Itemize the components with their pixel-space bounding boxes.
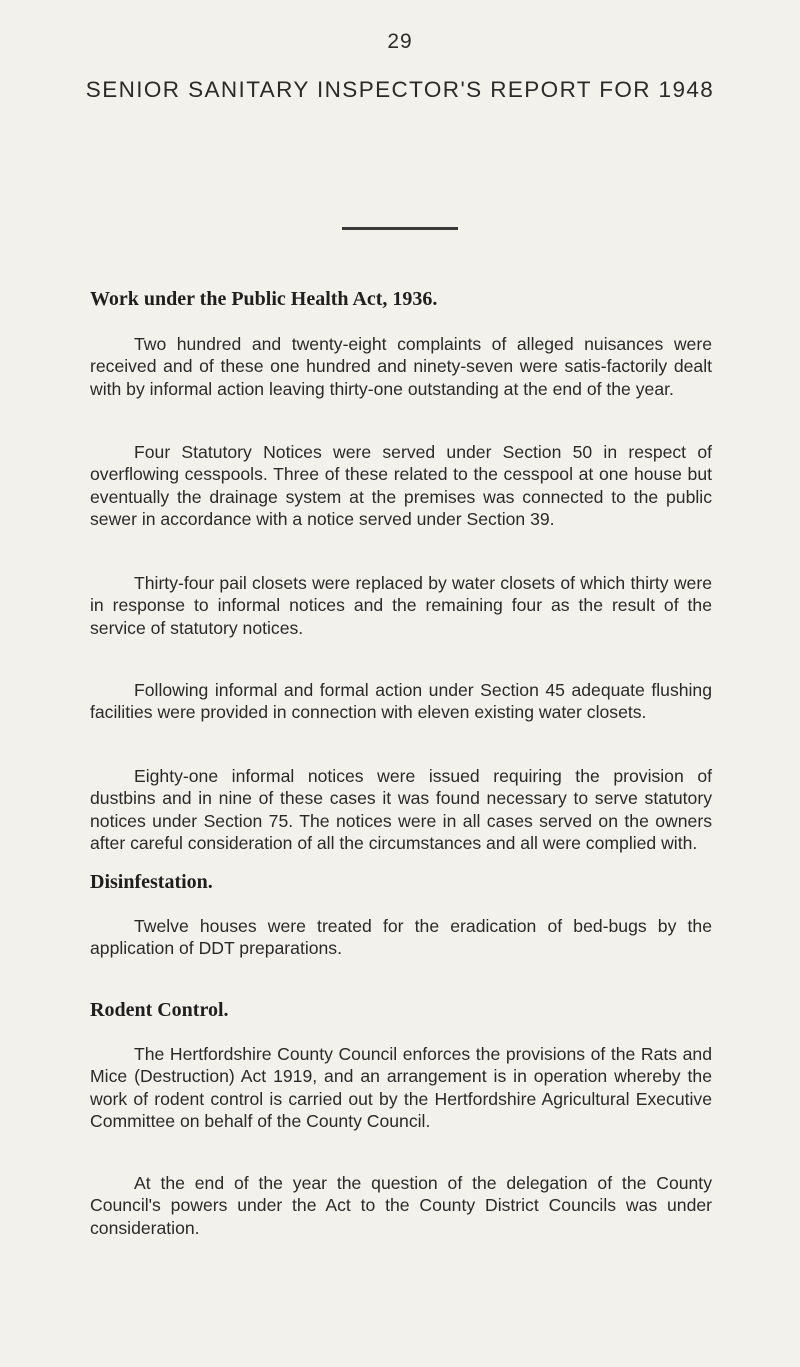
page-number: 29 (387, 30, 413, 53)
paragraph-delegation: At the end of the year the question of the delegation of the County Council's powers under the Act to the County District Councils was under consideration. (90, 1173, 712, 1238)
report-title: SENIOR SANITARY INSPECTOR'S REPORT FOR 1948 (85, 77, 715, 102)
section-heading-public-health-act: Work under the Public Health Act, 1936. (90, 288, 438, 310)
paragraph-statutory-notices: Four Statutory Notices were served under Section 50 in respect of overflowing cesspools. Three of these related to the cesspool at one house but eventually the drainage system at the premises was connected to the public sewer in accordance with a notice served under Section 39. (90, 442, 712, 530)
paragraph-pail-closets: Thirty-four pail closets were replaced by water closets of which thirty were in response to informal notices and the remaining four as the result of the service of statutory notices. (90, 573, 712, 638)
paragraph-flushing-facilities: Following informal and formal action under Section 45 adequate flushing facilities were provided in connection with eleven existing water closets. (90, 680, 712, 723)
section-heading-disinfestation: Disinfestation. (90, 871, 213, 893)
title-divider (342, 227, 458, 230)
paragraph-bed-bugs: Twelve houses were treated for the eradication of bed-bugs by the application of DDT preparations. (90, 916, 712, 959)
paragraph-rodent-control-arrangement: The Hertfordshire County Council enforces the provisions of the Rats and Mice (Destruction) Act 1919, and an arrangement is in operation whereby the work of rodent control is carried out by the Hertfordshire Agricultural Executive Committee on behalf of the County Council. (90, 1044, 712, 1132)
paragraph-complaints: Two hundred and twenty-eight complaints of alleged nuisances were received and of these one hundred and ninety-seven were satis-factorily dealt with by informal action leaving thirty-one outstanding at the end of the year. (90, 334, 712, 399)
paragraph-dustbins: Eighty-one informal notices were issued requiring the provision of dustbins and in nine of these cases it was found necessary to serve statutory notices under Section 75. The notices were in all cases served on the owners after careful consideration of all the circumstances and all were complied with. (90, 766, 712, 854)
section-heading-rodent-control: Rodent Control. (90, 999, 229, 1021)
